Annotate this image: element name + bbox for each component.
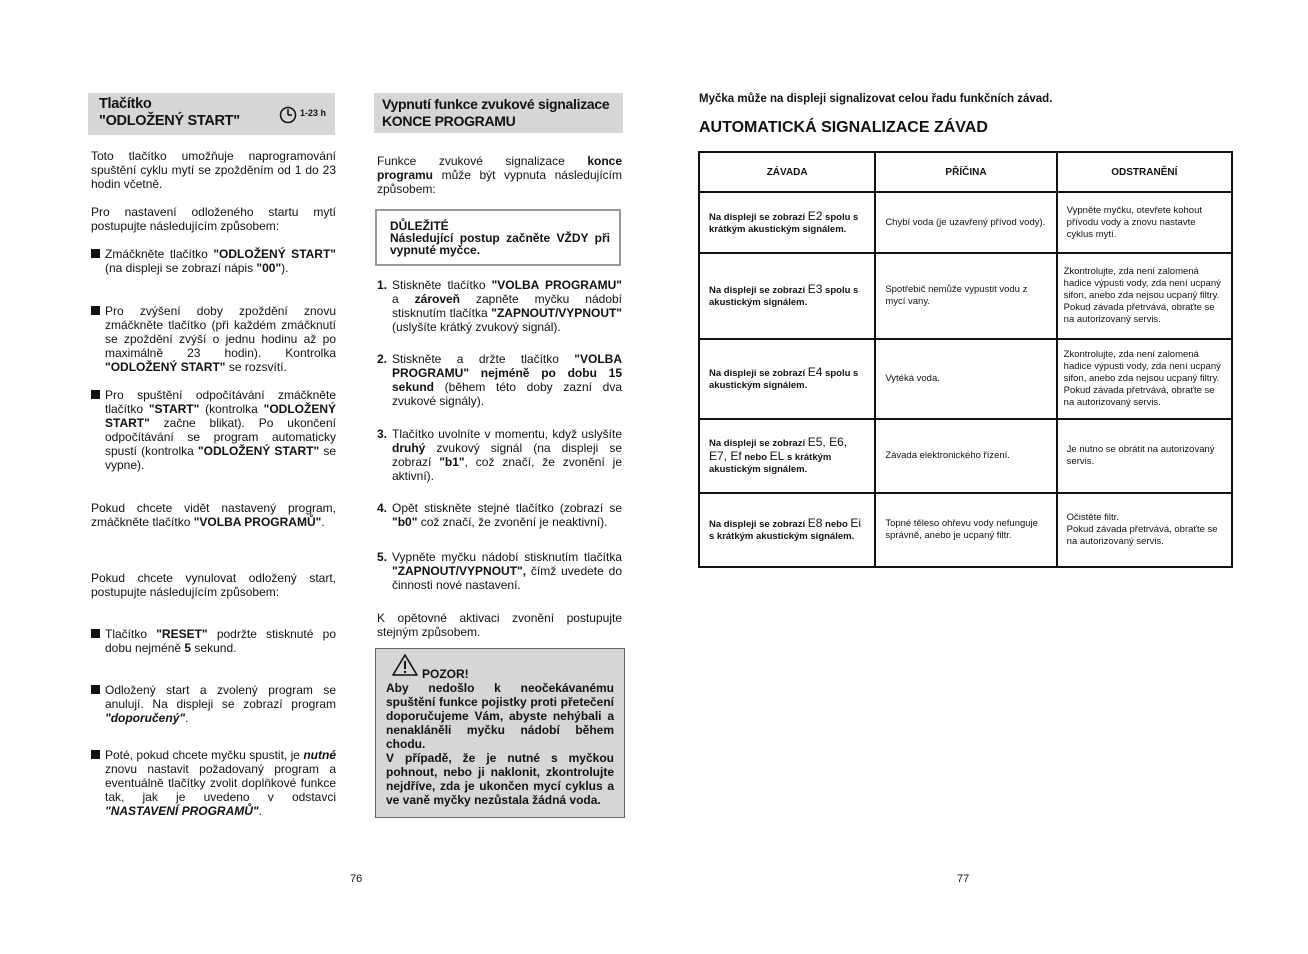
warning-text-2: V případě, že je nutné s myčkou pohnout, nebo ji naklonit, zkontrolujte nejdříve, zda je ukončen mycí cyklus a ve vaně myčky nezůstala žádná voda. xyxy=(386,751,614,807)
column-header: ZÁVADA xyxy=(699,152,875,192)
bullet-square xyxy=(91,390,100,399)
warning-title: POZOR! xyxy=(422,667,469,681)
column-header: PŘÍČINA xyxy=(875,152,1056,192)
fix-cell: Zkontrolujte, zda není zalomená hadice výpusti vody, zda není ucpaný sifon, anebo zda nejsou ucpaný filtry. Pokud závada přetrvává, obraťte se na autorizovaný servis. xyxy=(1057,339,1232,419)
delayed-start-header xyxy=(88,93,335,135)
bullet-item: Zmáčkněte tlačítko "ODLOŽENÝ START" (na displeji se zobrazí nápis "00"). xyxy=(91,247,336,275)
bullet-square xyxy=(91,249,100,258)
warning-icon xyxy=(392,654,418,681)
table-row xyxy=(699,253,1232,339)
table-header-row xyxy=(699,152,1232,192)
header-line-1: Vypnutí funkce zvukové signalizace xyxy=(382,96,610,112)
cause-cell: Topné těleso ohřevu vody nefunguje správně, anebo je ucpaný filtr. xyxy=(875,493,1056,567)
fault-table xyxy=(698,151,1233,568)
page-number-right: 77 xyxy=(957,873,970,885)
cause-cell: Chybí voda (je uzavřený přívod vody). xyxy=(875,192,1056,253)
faults-title: AUTOMATICKÁ SIGNALIZACE ZÁVAD xyxy=(699,119,988,136)
warning-text-1: Aby nedošlo k neočekávanému spuštění funkce pojistky proti přetečení doporučujeme Vám, abyste nehýbali a nenakláněli myčku nádobí během chodu. xyxy=(386,681,614,751)
important-box xyxy=(375,209,621,266)
bullet-item: Odložený start a zvolený program se anulují. Na displeji se zobrazí program "doporučený". xyxy=(91,683,336,725)
fault-cell: Na displeji se zobrazí E2 spolu s krátkým akustickým signálem. xyxy=(699,192,875,253)
clock-icon xyxy=(279,105,299,130)
reset-intro: Pokud chcete vynulovat odložený start, postupujte následujícím způsobem: xyxy=(91,571,336,599)
faults-intro: Myčka může na displeji signalizovat celou řadu funkčních závad. xyxy=(699,93,1053,105)
step-item: 2. Stiskněte a držte tlačítko "VOLBA PROGRAMU" nejméně po dobu 15 sekund (během této doby zazní dva zvukové signály). xyxy=(377,352,622,408)
reactivate-text: K opětovné aktivaci zvonění postupujte stejným způsobem. xyxy=(377,611,622,639)
fix-cell: Očistěte filtr. Pokud závada přetrvává, obraťte se na autorizovaný servis. xyxy=(1057,493,1232,567)
fault-cell: Na displeji se zobrazí E8 nebo Ei s krátkým akustickým signálem. xyxy=(699,493,875,567)
fault-cell: Na displeji se zobrazí E5, E6, E7, Ef nebo EL s krátkým akustickým signálem. xyxy=(699,419,875,493)
table-row xyxy=(699,192,1232,253)
table-row xyxy=(699,493,1232,567)
fix-cell: Vypněte myčku, otevřete kohout přívodu vody a znovu nastavte cyklus mytí. xyxy=(1057,192,1232,253)
important-text: Následující postup začněte VŽDY při vypnuté myčce. xyxy=(390,231,610,257)
bullet-square xyxy=(91,306,100,315)
step-item: 4. Opět stiskněte stejné tlačítko (zobrazí se "b0" což značí, že zvonění je neaktivní). xyxy=(377,501,622,529)
page-number-left: 76 xyxy=(350,873,363,885)
view-program-text: Pokud chcete vidět nastavený program, zmáčkněte tlačítko "VOLBA PROGRAMŮ". xyxy=(91,501,336,529)
table-row xyxy=(699,419,1232,493)
fix-cell: Je nutno se obrátit na autorizovaný servis. xyxy=(1057,419,1232,493)
clock-label: 1-23 h xyxy=(300,108,327,118)
table-row xyxy=(699,339,1232,419)
fix-cell: Zkontrolujte, zda není zalomená hadice výpusti vody, zda není ucpaný sifon, anebo zda nejsou ucpaný filtry. Pokud závada přetrvává, obraťte se na autorizovaný servis. xyxy=(1057,253,1232,339)
bullet-square xyxy=(91,629,100,638)
delayed-start-intro: Toto tlačítko umožňuje naprogramování spuštění cyklu mytí se zpožděním od 1 do 23 hodin včetně. xyxy=(91,149,336,191)
sound-intro: Funkce zvukové signalizace konce programu může být vypnuta následujícím způsobem: xyxy=(377,154,622,196)
delayed-start-setup: Pro nastavení odloženého startu mytí postupujte následujícím způsobem: xyxy=(91,205,336,233)
bullet-item: Poté, pokud chcete myčku spustit, je nutné znovu nastavit požadovaný program a eventuálně tlačítky zvolit doplňkové funkce tak, jak je uvedeno v odstavci "NASTAVENÍ PROGRAMŮ". xyxy=(91,748,336,818)
step-item: 5. Vypněte myčku nádobí stisknutím tlačítka "ZAPNOUT/VYPNOUT", čímž uvedete do činnosti nové nastavení. xyxy=(377,550,622,592)
sound-signal-header xyxy=(374,93,623,133)
header-line-1: Tlačítko xyxy=(99,96,152,112)
important-title: DŮLEŽITÉ xyxy=(390,219,449,233)
fault-cell: Na displeji se zobrazí E3 spolu s akustickým signálem. xyxy=(699,253,875,339)
step-item: 1. Stiskněte tlačítko "VOLBA PROGRAMU" a zároveň zapněte myčku nádobí stisknutím tlačítka "ZAPNOUT/VYPNOUT" (uslyšíte krátký zvukový signál). xyxy=(377,278,623,334)
cause-cell: Vytéká voda. xyxy=(875,339,1056,419)
step-item: 3. Tlačítko uvolníte v momentu, když uslyšíte druhý zvukový signál (na displeji se zobrazí "b1", což značí, že zvonění je aktivní). xyxy=(377,427,622,483)
bullet-square xyxy=(91,685,100,694)
bullet-item: Tlačítko "RESET" podržte stisknuté po dobu nejméně 5 sekund. xyxy=(91,627,336,655)
fault-cell: Na displeji se zobrazí E4 spolu s akustickým signálem. xyxy=(699,339,875,419)
header-line-2: "ODLOŽENÝ START" xyxy=(99,113,240,129)
cause-cell: Spotřebič nemůže vypustit vodu z mycí vany. xyxy=(875,253,1056,339)
bullet-square xyxy=(91,750,100,759)
column-header: ODSTRANĚNÍ xyxy=(1057,152,1232,192)
header-line-2: KONCE PROGRAMU xyxy=(382,113,516,129)
warning-box xyxy=(375,648,625,818)
bullet-item: Pro zvýšení doby zpoždění znovu zmáčkněte tlačítko (při každém zmáčknutí se zpoždění zvýší o jednu hodinu až po maximálně 23 hodin). Kontrolka "ODLOŽENÝ START" se rozsvítí. xyxy=(91,304,336,374)
bullet-item: Pro spuštění odpočítávání zmáčkněte tlačítko "START" (kontrolka "ODLOŽENÝ START" začne blikat). Po ukončení odpočítávání se program automaticky spustí (kontrolka "ODLOŽENÝ START" se vypne). xyxy=(91,388,336,472)
cause-cell: Závada elektronického řízení. xyxy=(875,419,1056,493)
